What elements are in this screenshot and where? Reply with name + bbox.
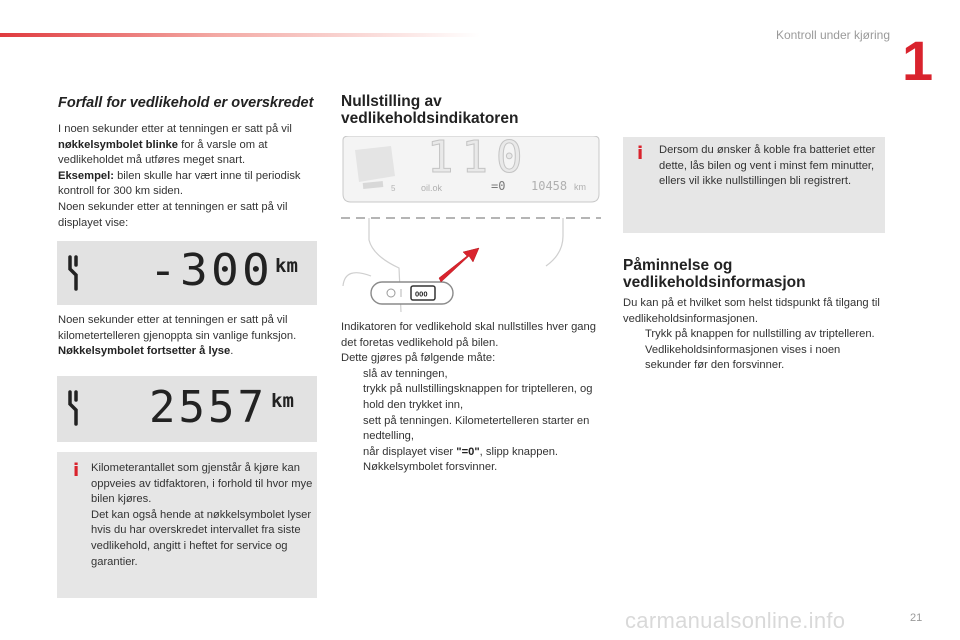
trip-reset-button-label: 000	[415, 289, 428, 299]
left-intro-text	[58, 122, 320, 231]
info-box-mileage	[57, 452, 317, 598]
middle-instructions: Indikatoren for vedlikehold skal nullstilles hver gang det foretas vedlikehold på bilen. Dette gjøres på følgende måte: slå av tenningen, trykk på nullstillingsknappen for triptelleren, og hold den trykket inn, sett på tenningen. Kilometertelleren starter en nedtelling, når displayet viser "=0", slipp knappen. Nøkkelsymbolet forsvinner.	[341, 320, 606, 476]
right-instructions: Du kan på et hvilket som helst tidspunkt få tilgang til vedlikeholdsinformasjonen. Trykk på knappen for nullstilling av triptelleren. Vedlikeholdsinformasjonen vises i noen sekunder før den forsvinner.	[623, 296, 888, 374]
red-arrow-icon	[439, 248, 479, 282]
display-overdue-unit: km	[275, 255, 298, 277]
list-item: slå av tenningen,	[363, 367, 448, 380]
instrument-cluster-illustration	[341, 136, 601, 312]
display-odometer-value: 2557	[149, 382, 267, 433]
info-icon: i	[637, 143, 644, 164]
info-box-battery	[623, 137, 885, 233]
info-box-text: Dersom du ønsker å koble fra batteriet etter dette, lås bilen og vent i minst fem minutter, ellers vil ikke nullstillingen bli registrert.	[659, 144, 876, 188]
section-title: Kontroll under kjøring	[775, 28, 890, 42]
left-paragraph-3: Noen sekunder etter at tenningen er satt på vil displayet vise:	[58, 200, 288, 229]
cluster-gauge-mark: 5	[391, 184, 396, 193]
cluster-odometer-unit: km	[574, 182, 586, 192]
list-item: trykk på nullstillingsknappen for triptelleren, og hold den trykket inn,	[363, 383, 593, 411]
wrench-icon	[63, 253, 89, 293]
header-accent-bar	[0, 33, 480, 37]
wrench-icon	[63, 388, 89, 428]
left-paragraph-2: Eksempel: bilen skulle har vært inne til periodisk kontroll for 300 km siden.	[58, 169, 301, 198]
list-item: Trykk på knappen for nullstilling av triptelleren. Vedlikeholdsinformasjonen vises i noen sekunder før den forsvinner.	[645, 328, 875, 372]
reminder-steps-list	[623, 327, 888, 374]
middle-heading: Nullstilling av vedlikeholdsindikatoren	[341, 93, 519, 127]
watermark: carmanualsonline.info	[625, 608, 846, 633]
display-overdue-example	[57, 241, 317, 305]
chapter-number: 1	[902, 29, 934, 92]
list-item: sett på tenningen. Kilometertelleren starter en nedtelling,	[363, 414, 590, 443]
page-number: 21	[910, 612, 923, 624]
cluster-oil-label: oil.ok	[421, 183, 443, 193]
cluster-big-digits: 110	[427, 136, 531, 183]
list-item: når displayet viser "=0", slipp knappen. Nøkkelsymbolet forsvinner.	[363, 445, 559, 474]
display-odometer-unit: km	[271, 390, 294, 412]
info-box-text: Kilometerantallet som gjenstår å kjøre kan oppveies av tidfaktoren, i forhold til hvor mye bilen kjøres. Det kan også hende at nøkkelsymbolet lyser hvis du har overskredet intervallet fra siste vedlikehold, angitt i heftet for service og garantier.	[91, 462, 313, 568]
reset-steps-list	[341, 367, 606, 476]
display-normal-odometer	[57, 376, 317, 442]
display-overdue-value: -300	[149, 245, 273, 296]
left-paragraph-4: Noen sekunder etter at tenningen er satt på vil kilometertelleren gjenoppta sin vanlige funksjon. Nøkkelsymbolet fortsetter å lyse.	[58, 314, 297, 358]
right-heading: Påminnelse og vedlikeholdsinformasjon	[623, 257, 806, 291]
left-heading: Forfall for vedlikehold er overskredet	[58, 95, 314, 111]
cluster-odometer: 10458	[531, 179, 568, 193]
left-paragraph-1: I noen sekunder etter at tenningen er satt på vil nøkkelsymbolet blinke for å varsle om at vedlikeholdet må utføres meget snart.	[58, 123, 292, 167]
info-icon: i	[73, 460, 80, 481]
cluster-reset-display: =0	[491, 179, 506, 193]
